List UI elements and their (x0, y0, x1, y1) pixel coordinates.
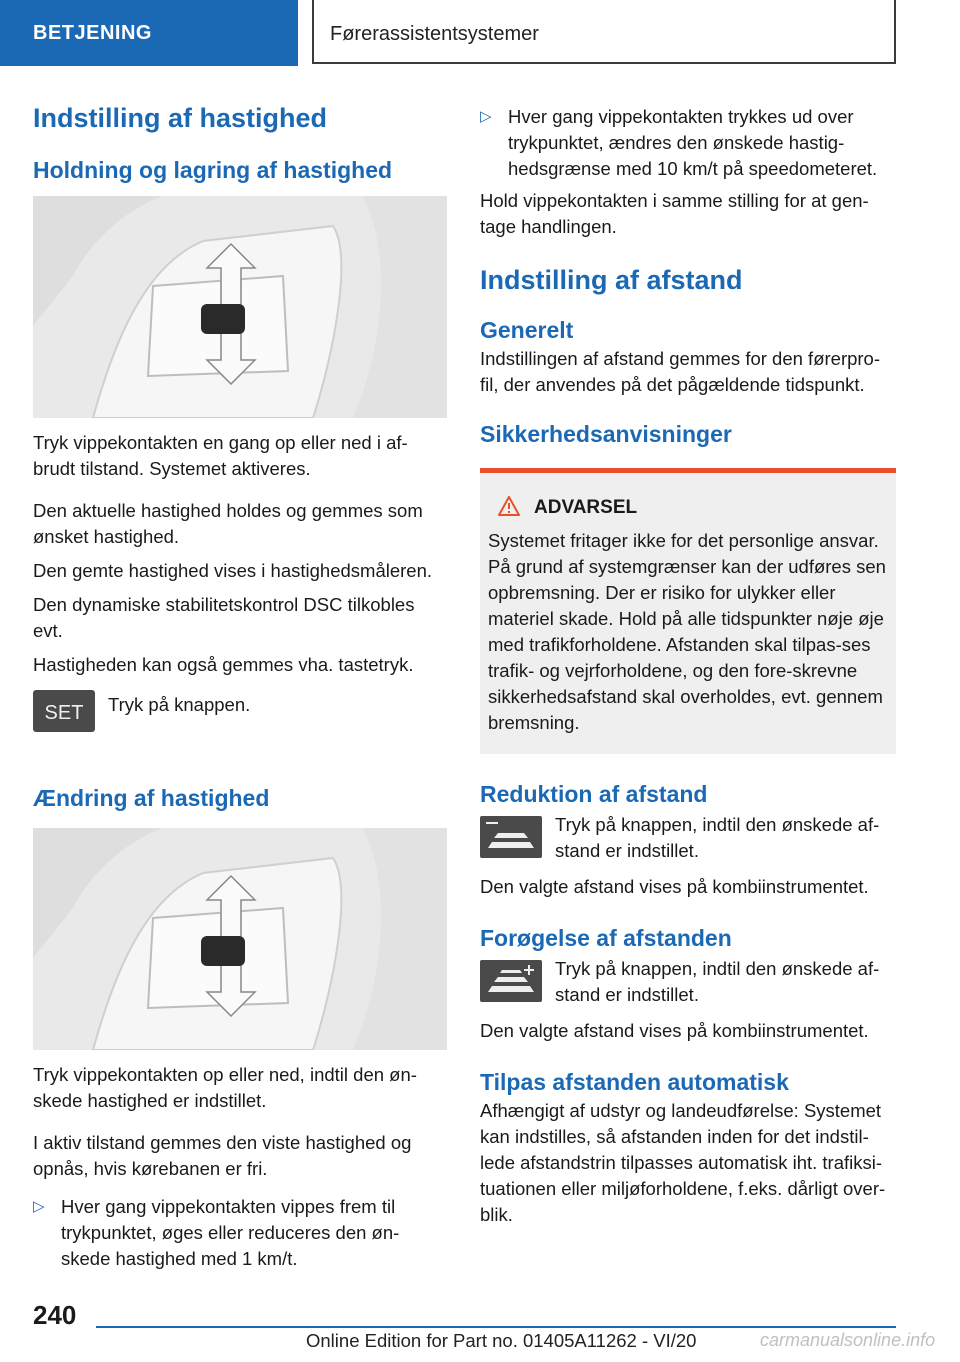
para-press-switch: Tryk vippekontakten en gang op eller ned i af-brudt tilstand. Systemet aktiveres. (33, 432, 408, 479)
steering-rocker-switch-illustration (33, 196, 447, 418)
heading-hold-speed: Holdning og lagring af hastighed (33, 157, 393, 183)
para-active-state: I aktiv tilstand gemmes den viste hastighed og opnås, hvis kørebanen er fri. (33, 1132, 412, 1179)
warning-triangle-icon (498, 496, 520, 524)
heading-speed-setting: Indstilling af hastighed (33, 103, 328, 133)
set-button-row (33, 690, 447, 742)
para-speed-shown: Den gemte hastighed vises i hastighedsmåleren. (33, 560, 433, 581)
chapter-tab (312, 0, 896, 64)
left-column (33, 100, 447, 1272)
para-speed-held: Den aktuelle hastighed holdes og gemmes som ønsket hastighed. (33, 500, 423, 547)
reduce-distance-text: Tryk på knappen, indtil den ønskede af-stand er indstillet. (555, 814, 880, 861)
bullet-10kmh (480, 104, 896, 182)
warning-title (488, 495, 888, 524)
para-general: Indstillingen af afstand gemmes for den førerpro-fil, der anvendes på det pågældende tidspunkt. (480, 348, 880, 395)
bullet-1kmh-text: Hver gang vippekontakten vippes frem til trykpunktet, øges eller reduceres den øn-skede hastighed med 1 km/t. (61, 1196, 400, 1269)
section-tab: BETJENING (0, 0, 298, 66)
watermark: carmanualsonline.info (760, 1330, 936, 1350)
page-header (0, 0, 960, 66)
bullet-1kmh (33, 1194, 447, 1272)
steering-rocker-switch-illustration-2 (33, 828, 447, 1050)
heading-safety: Sikkerhedsanvisninger (480, 421, 732, 447)
increase-distance-row (480, 956, 896, 1008)
para-auto-distance: Afhængigt af udstyr og landeudførelse: Systemet kan indstilles, så afstanden inden for det indstil-lede afstandstrin tilpasses automatisk iht. trafiksi-tuationen eller miljøforholdene, f.eks. dårligt over-blik. (480, 1100, 886, 1225)
right-column (480, 100, 896, 1228)
heading-change-speed: Ændring af hastighed (33, 785, 270, 811)
set-button-icon (33, 690, 95, 732)
para-increase-shown: Den valgte afstand vises på kombiinstrumentet. (480, 1020, 869, 1041)
set-button-text: Tryk på knappen. (108, 694, 251, 715)
para-reduce-shown: Den valgte afstand vises på kombiinstrumentet. (480, 876, 869, 897)
page-number: 240 (33, 1300, 77, 1330)
para-store-key: Hastigheden kan også gemmes vha. tastetryk. (33, 654, 414, 675)
distance-reduce-icon (480, 816, 542, 858)
footer-rule (96, 1326, 896, 1328)
steering-switch-image-2 (33, 828, 447, 1050)
heading-general: Generelt (480, 317, 574, 343)
bullet-triangle-icon: ▷ (33, 1198, 45, 1215)
para-dsc: Den dynamiske stabilitetskontrol DSC tilkobles evt. (33, 594, 415, 641)
footer-edition: Online Edition for Part no. 01405A11262 - VI/20 (306, 1330, 697, 1351)
warning-title-text: ADVARSEL (534, 497, 638, 518)
heading-auto-distance: Tilpas afstanden automatisk (480, 1069, 789, 1095)
increase-distance-text: Tryk på knappen, indtil den ønskede af-stand er indstillet. (555, 958, 880, 1005)
heading-reduce-distance: Reduktion af afstand (480, 781, 708, 807)
steering-switch-image-1 (33, 196, 447, 418)
warning-text: Systemet fritager ikke for det personlige ansvar. På grund af systemgrænser kan der udføres sen opbremsning. Der er risiko for ulykker eller materiel skade. Hold på alle tidspunkter nøje øje med trafikforholdene. Afstanden skal tilpas-ses trafik- og vejrforholdene, og den fore-skrevne sikkerhedsafstand skal overholdes, evt. gennem bremsning. (488, 530, 886, 733)
heading-increase-distance: Forøgelse af afstanden (480, 925, 732, 951)
reduce-distance-row (480, 812, 896, 864)
bullet-triangle-icon: ▷ (480, 108, 492, 125)
svg-text:SET: SET (44, 702, 84, 724)
distance-increase-icon (480, 960, 542, 1002)
warning-box (480, 468, 896, 754)
bullet-10kmh-text: Hver gang vippekontakten trykkes ud over trykpunktet, ændres den ønskede hastig-hedsgrænse med 10 km/t på speedometeret. (508, 106, 878, 179)
para-rocker-change: Tryk vippekontakten op eller ned, indtil den øn-skede hastighed er indstillet. (33, 1064, 417, 1111)
heading-distance-setting: Indstilling af afstand (480, 265, 743, 295)
chapter-title: Førerassistentsystemer (330, 23, 539, 45)
para-hold-repeat: Hold vippekontakten i samme stilling for at gen-tage handlingen. (480, 190, 869, 237)
